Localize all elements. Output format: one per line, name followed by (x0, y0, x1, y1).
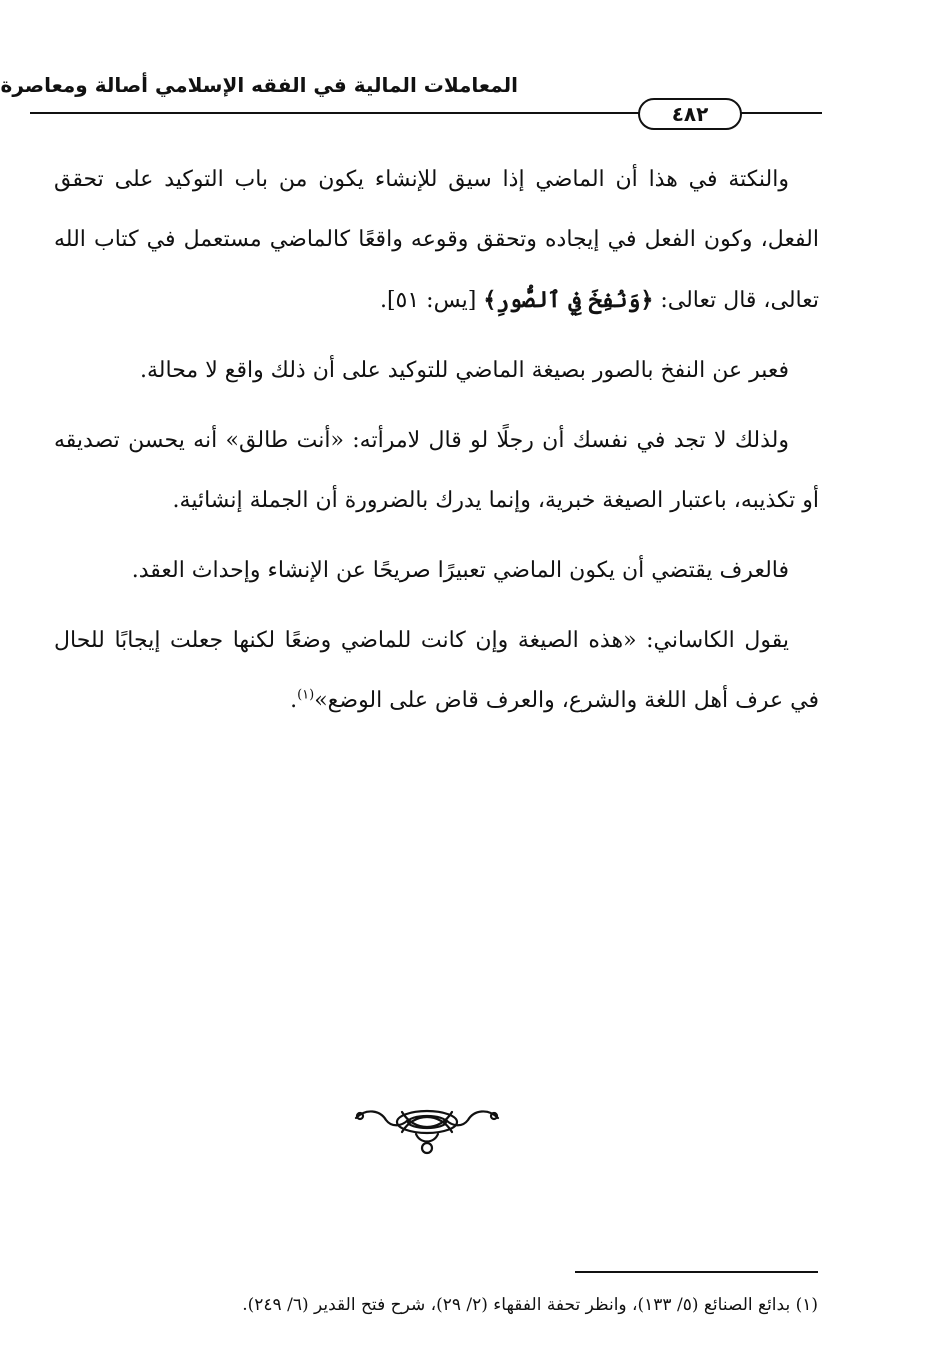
page-number: ٤٨٢ (671, 102, 709, 126)
quran-verse: ﴿وَنُفِخَ فِي ٱلصُّورِ﴾ (483, 287, 654, 313)
paragraph-5-text: يقول الكاساني: «هذه الصيغة وإن كانت للماضي وضعًا لكنها جعلت إيجابًا للحال في عرف أهل اللغة والشرع، والعرف قاض على الوضع» (54, 628, 819, 713)
footnote-1: (١) بدائع الصنائع (٥/ ١٣٣)، وانظر تحفة الفقهاء (٢/ ٢٩)، شرح فتح القدير (٦/ ٢٤٩). (242, 1295, 818, 1315)
footnote-reference: (١) (297, 687, 315, 703)
paragraph-4: فالعرف يقتضي أن يكون الماضي تعبيرًا صريحًا عن الإنشاء وإحداث العقد. (131, 558, 789, 583)
paragraph-1-text-after: [يس: ٥١]. (379, 288, 484, 313)
paragraph-1 (54, 150, 819, 331)
ornament-icon (352, 1102, 502, 1162)
paragraph-3: ولذلك لا تجد في نفسك أن رجلًا لو قال لامرأته: «أنت طالق» أنه يحسن تصديقه أو تكذيبه، باعتبار الصيغة خبرية، وإنما يدرك بالضرورة أن الجملة إنشائية. (54, 428, 819, 513)
paragraph-1-text-before: والنكتة في هذا أن الماضي إذا سيق للإنشاء يكون من باب التوكيد على تحقق الفعل، وكون الفعل في إيجاده وتحقق وقوعه واقعًا كالماضي مستعمل في كتاب الله تعالى، قال تعالى: (54, 167, 819, 313)
paragraph-5 (54, 611, 819, 731)
paragraph-5-end: . (290, 688, 298, 713)
footnote-separator (575, 1271, 818, 1273)
paragraph-2: فعبر عن النفخ بالصور بصيغة الماضي للتوكيد على أن ذلك واقع لا محالة. (140, 358, 789, 383)
page-number-badge (638, 98, 742, 130)
main-text (54, 150, 819, 741)
running-header-title: المعاملات المالية في الفقه الإسلامي أصالة ومعاصرة (0, 73, 518, 97)
